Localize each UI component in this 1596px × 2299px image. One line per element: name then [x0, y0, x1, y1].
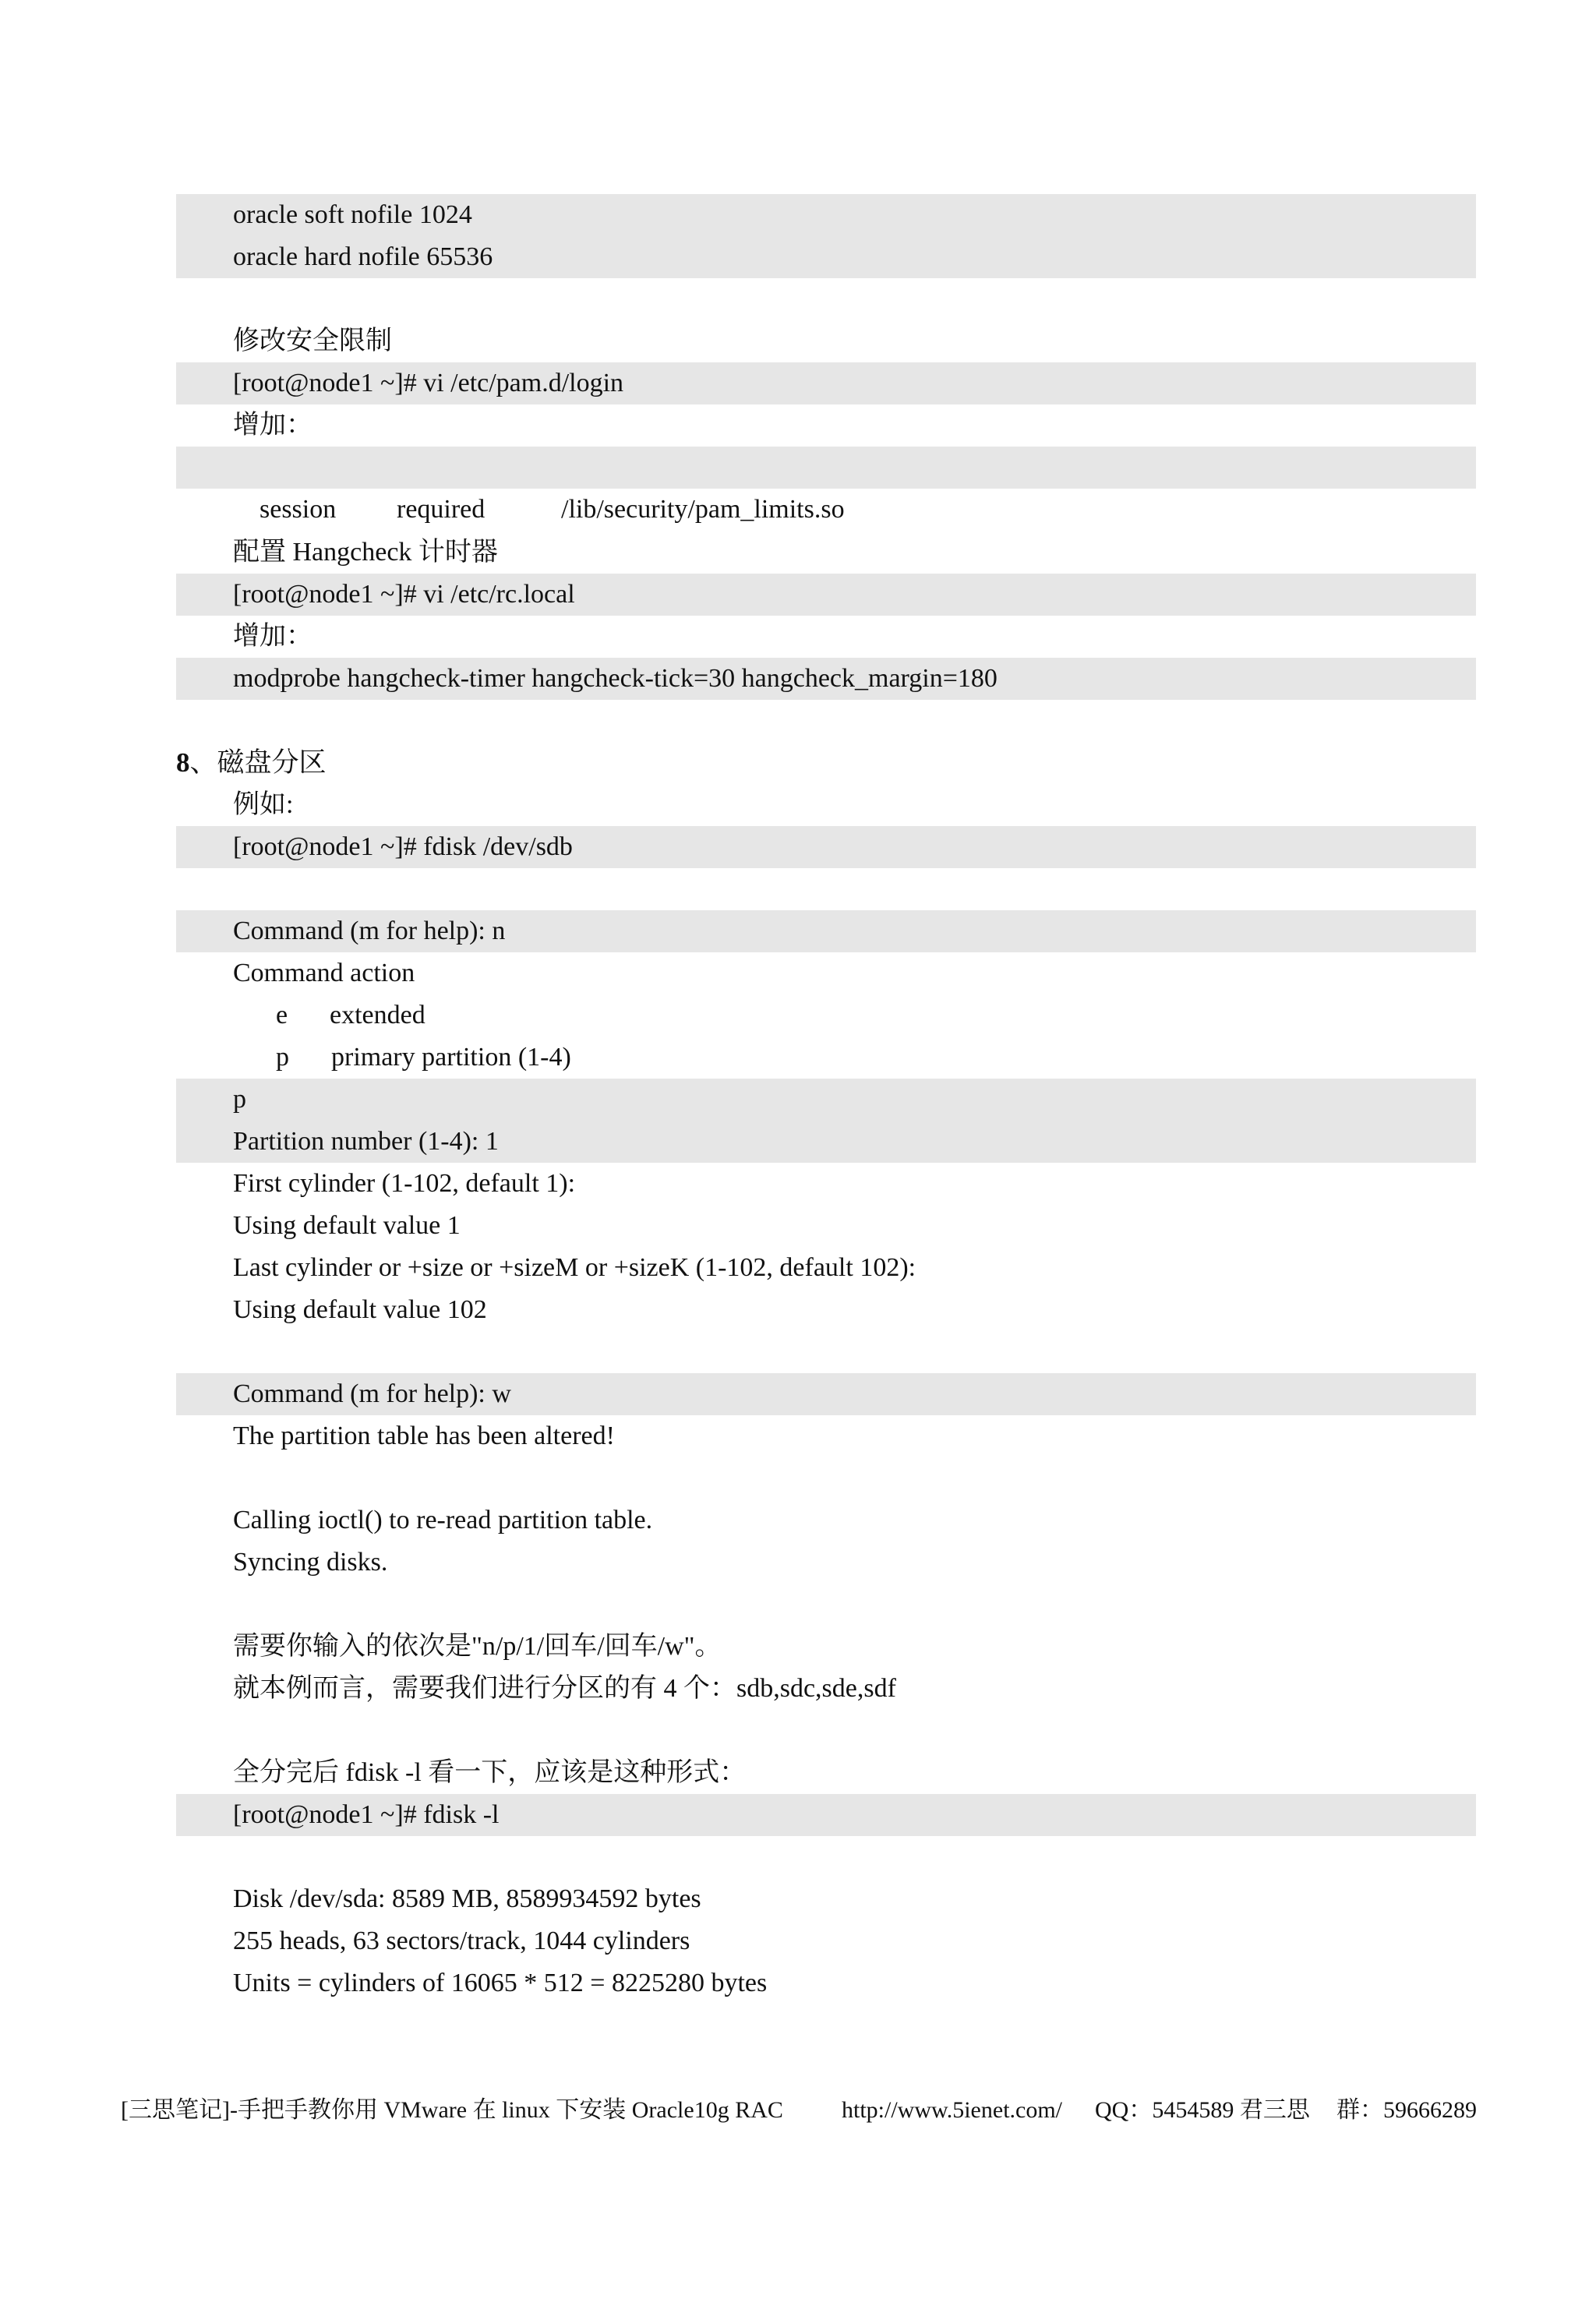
code-text: [root@node1 ~]# vi /etc/pam.d/login — [233, 369, 624, 397]
paragraph-text: 例如: — [233, 790, 294, 819]
code-line — [176, 910, 1476, 952]
paragraph — [176, 784, 1476, 826]
code-text: [root@node1 ~]# vi /etc/rc.local — [233, 580, 575, 609]
paragraph-text: 需要你输入的依次是"n/p/1/回车/回车/w"。 — [233, 1632, 722, 1661]
output-text: Last cylinder or +size or +sizeM or +sizeK (1-102, default 102): — [233, 1253, 916, 1282]
code-line — [176, 1794, 1476, 1836]
output-line — [176, 1541, 1476, 1584]
output-line — [176, 994, 1476, 1036]
paragraph — [176, 1626, 1476, 1668]
output-text: Using default value 102 — [233, 1295, 487, 1324]
output-line — [176, 1205, 1476, 1247]
code-text: oracle hard nofile 65536 — [233, 242, 493, 271]
code-line — [176, 362, 1476, 404]
code-text: [root@node1 ~]# fdisk -l — [233, 1800, 500, 1829]
page-footer — [121, 2093, 1477, 2128]
output-text: First cylinder (1-102, default 1): — [233, 1169, 576, 1198]
code-line — [176, 1079, 1476, 1121]
output-line — [176, 1962, 1476, 2004]
output-text: e — [276, 1001, 288, 1029]
output-line — [176, 1163, 1476, 1205]
paragraph-text: 修改安全限制 — [233, 327, 392, 355]
code-line — [176, 447, 1476, 524]
footer-title: [三思笔记]-手把手教你用 VMware 在 linux 下安装 Oracle10g RAC — [121, 2097, 783, 2123]
paragraph-text: 就本例而言，需要我们进行分区的有 4 个：sdb,sdc,sde,sdf — [233, 1674, 896, 1703]
code-line — [176, 1121, 1476, 1163]
section-title: 、磁盘分区 — [189, 747, 327, 778]
output-line — [176, 1289, 1476, 1331]
output-text: primary partition (1-4) — [331, 1043, 571, 1072]
code-text: /lib/security/pam_limits.so — [561, 495, 845, 524]
code-text: Command (m for help): w — [233, 1379, 511, 1408]
code-text: session — [260, 495, 337, 524]
code-text: p — [233, 1085, 246, 1114]
output-text: Units = cylinders of 16065 * 512 = 8225280 bytes — [233, 1969, 768, 1997]
output-line — [176, 1878, 1476, 1920]
footer-url: http://www.5ienet.com/ — [842, 2097, 1063, 2123]
paragraph — [176, 320, 1476, 362]
output-text: Disk /dev/sda: 8589 MB, 8589934592 bytes — [233, 1884, 701, 1913]
output-line — [176, 1036, 1476, 1079]
output-text: Calling ioctl() to re-read partition table. — [233, 1506, 653, 1534]
paragraph-text: 全分完后 fdisk -l 看一下，应该是这种形式： — [233, 1758, 747, 1787]
output-line — [176, 1920, 1476, 1962]
output-line — [176, 1415, 1476, 1457]
code-text: Command (m for help): n — [233, 916, 506, 945]
code-line — [176, 574, 1476, 616]
output-line — [176, 1499, 1476, 1541]
code-line — [176, 826, 1476, 868]
code-text: Partition number (1-4): 1 — [233, 1127, 499, 1156]
output-text: 255 heads, 63 sectors/track, 1044 cylinders — [233, 1926, 690, 1955]
section-heading — [176, 742, 1476, 784]
paragraph — [176, 616, 1476, 658]
code-text: required — [397, 495, 486, 524]
footer-group: 群：59666289 — [1336, 2097, 1477, 2123]
section-number: 8 — [176, 747, 190, 778]
output-line — [176, 952, 1476, 994]
footer-qq: QQ：5454589 君三思 — [1095, 2097, 1310, 2123]
code-line — [176, 1373, 1476, 1415]
paragraph — [176, 531, 1476, 574]
code-text: oracle soft nofile 1024 — [233, 200, 472, 229]
code-text: [root@node1 ~]# fdisk /dev/sdb — [233, 832, 573, 861]
output-text: extended — [330, 1001, 425, 1029]
output-text: p — [276, 1043, 289, 1072]
output-text: Using default value 1 — [233, 1211, 461, 1240]
code-line — [176, 194, 1476, 236]
paragraph — [176, 1752, 1476, 1794]
output-text: Command action — [233, 959, 415, 987]
code-text: modprobe hangcheck-timer hangcheck-tick=30 hangcheck_margin=180 — [233, 664, 998, 693]
output-line — [176, 1247, 1476, 1289]
code-line — [176, 236, 1476, 278]
paragraph-text: 增加： — [233, 622, 312, 651]
paragraph-text: 配置 Hangcheck 计时器 — [233, 538, 498, 567]
paragraph-text: 增加： — [233, 411, 312, 440]
paragraph — [176, 1668, 1476, 1710]
output-text: The partition table has been altered! — [233, 1421, 615, 1450]
code-line — [176, 658, 1476, 700]
paragraph — [176, 404, 1476, 447]
output-text: Syncing disks. — [233, 1548, 388, 1577]
